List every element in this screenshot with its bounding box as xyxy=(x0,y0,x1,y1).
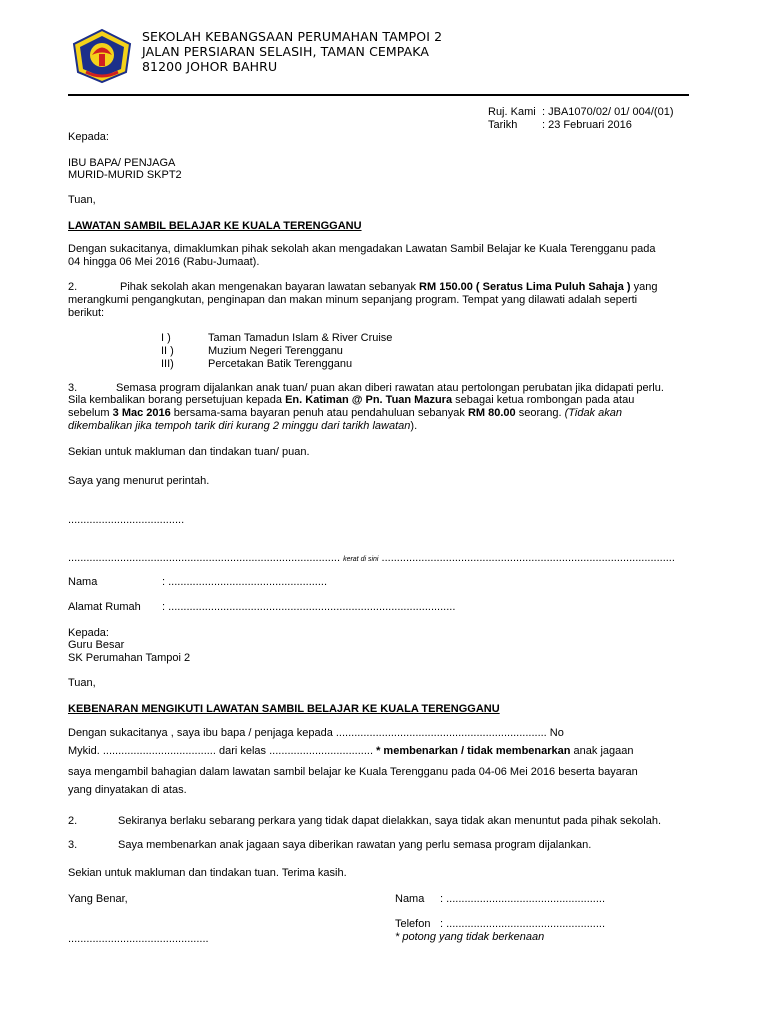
place-1-text: Taman Tamadun Islam & River Cruise xyxy=(208,332,393,344)
school-address-line2: 81200 JOHOR BAHRU xyxy=(142,59,278,74)
paragraph2-number: 2. xyxy=(68,281,78,293)
closing-line: Sekian untuk makluman dan tindakan tuan/ puan. xyxy=(68,446,310,458)
place-2-text: Muzium Negeri Terengganu xyxy=(208,345,343,357)
school-name: SEKOLAH KEBANGSAAN PERUMAHAN TAMPOI 2 xyxy=(142,29,443,44)
form-item3-number: 3. xyxy=(68,839,78,851)
form-nama-label: Nama xyxy=(68,576,98,588)
form-nama-field[interactable]: : .................................................... xyxy=(162,576,328,588)
form-to-line1: Guru Besar xyxy=(68,639,125,651)
form-line2: Mykid. ..................................... dari kelas .................................. * membenarkan / tidak membenarkan anak jagaan xyxy=(68,745,634,757)
form-item2-text: Sekiranya berlaku sebarang perkara yang tidak dapat dielakkan, saya tidak akan menuntut pada pihak sekolah. xyxy=(118,815,662,827)
paragraph2-line3: berikut: xyxy=(68,307,105,319)
form-alamat-label: Alamat Rumah xyxy=(68,601,141,613)
tarikh-label: Tarikh xyxy=(488,119,518,131)
recipient-line1: IBU BAPA/ PENJAGA xyxy=(68,157,176,169)
paragraph3-line4: dikembalikan jika tempoh tarik diri kurang 2 minggu dari tarikh lawatan). xyxy=(68,420,418,432)
form-line1: Dengan sukacitanya , saya ibu bapa / penjaga kepada ..................................................................... No xyxy=(68,727,564,739)
place-3-number: III) xyxy=(161,358,174,370)
recipient-line2: MURID-MURID SKPT2 xyxy=(68,169,182,181)
form-closing: Sekian untuk makluman dan tindakan tuan. Terima kasih. xyxy=(68,867,347,879)
salutation: Tuan, xyxy=(68,194,96,206)
paragraph3-line2: Sila kembalikan borang persetujuan kepada En. Katiman @ Pn. Tuan Mazura sebagai ketua rombongan pada atau xyxy=(68,394,635,406)
signature-line: ...................................... xyxy=(68,514,185,526)
form-item2-number: 2. xyxy=(68,815,78,827)
school-address-line1: JALAN PERSIARAN SELASIH, TAMAN CEMPAKA xyxy=(142,44,429,59)
kepada-label: Kepada: xyxy=(68,131,109,143)
cut-line: ......................................................................................... kerat di sini ................................................................................................ xyxy=(68,552,675,564)
paragraph2-line2: merangkumi pengangkutan, penginapan dan makan minum sepanjang program. Tempat yang dilawati adalah seperti xyxy=(68,294,638,306)
paragraph2-line1: Pihak sekolah akan mengenakan bayaran lawatan sebanyak RM 150.00 ( Seratus Lima Puluh Sahaja ) yang xyxy=(120,281,658,293)
form-salutation: Tuan, xyxy=(68,677,96,689)
form-nama2-label: Nama xyxy=(395,893,425,905)
paragraph1-line1: Dengan sukacitanya, dimaklumkan pihak sekolah akan mengadakan Lawatan Sambil Belajar ke Kuala Terengganu pada xyxy=(68,243,656,255)
ruj-label: Ruj. Kami xyxy=(488,106,536,118)
header-divider xyxy=(68,94,689,96)
form-signature-line: .............................................. xyxy=(68,933,209,945)
form-telefon-field[interactable]: : .................................................... xyxy=(440,918,606,930)
yang-benar: Yang Benar, xyxy=(68,893,128,905)
yang-menurut-perintah: Saya yang menurut perintah. xyxy=(68,475,210,487)
place-2-number: II ) xyxy=(161,345,174,357)
paragraph3-line3: sebelum 3 Mac 2016 bersama-sama bayaran penuh atau pendahuluan sebanyak RM 80.00 seorang. (Tidak akan xyxy=(68,407,622,419)
letter-title: LAWATAN SAMBIL BELAJAR KE KUALA TERENGGANU xyxy=(68,220,362,232)
form-kepada-label: Kepada: xyxy=(68,627,109,639)
school-logo xyxy=(68,28,136,84)
form-item3-text: Saya membenarkan anak jagaan saya diberikan rawatan yang perlu semasa program dijalankan. xyxy=(118,839,592,851)
form-title: KEBENARAN MENGIKUTI LAWATAN SAMBIL BELAJAR KE KUALA TERENGGANU xyxy=(68,703,500,715)
place-3-text: Percetakan Batik Terengganu xyxy=(208,358,353,370)
tarikh-value: : 23 Februari 2016 xyxy=(542,119,632,131)
paragraph3-line1: Semasa program dijalankan anak tuan/ puan akan diberi rawatan atau pertolongan perubatan jika didapati perlu. xyxy=(116,382,664,394)
form-alamat-field[interactable]: : .............................................................................................. xyxy=(162,601,456,613)
form-telefon-label: Telefon xyxy=(395,918,431,930)
form-line4: yang dinyatakan di atas. xyxy=(68,784,187,796)
form-line3: saya mengambil bahagian dalam lawatan sambil belajar ke Kuala Terengganu pada 04-06 Mei 2016 beserta bayaran xyxy=(68,766,638,778)
form-to-line2: SK Perumahan Tampoi 2 xyxy=(68,652,191,664)
form-nama2-field[interactable]: : .................................................... xyxy=(440,893,606,905)
paragraph1-line2: 04 hingga 06 Mei 2016 (Rabu-Jumaat). xyxy=(68,256,260,268)
ruj-value: : JBA1070/02/ 01/ 004/(01) xyxy=(542,106,674,118)
cut-label: kerat di sini xyxy=(343,556,379,563)
form-note: * potong yang tidak berkenaan xyxy=(395,931,545,943)
paragraph3-number: 3. xyxy=(68,382,78,394)
place-1-number: I ) xyxy=(161,332,171,344)
